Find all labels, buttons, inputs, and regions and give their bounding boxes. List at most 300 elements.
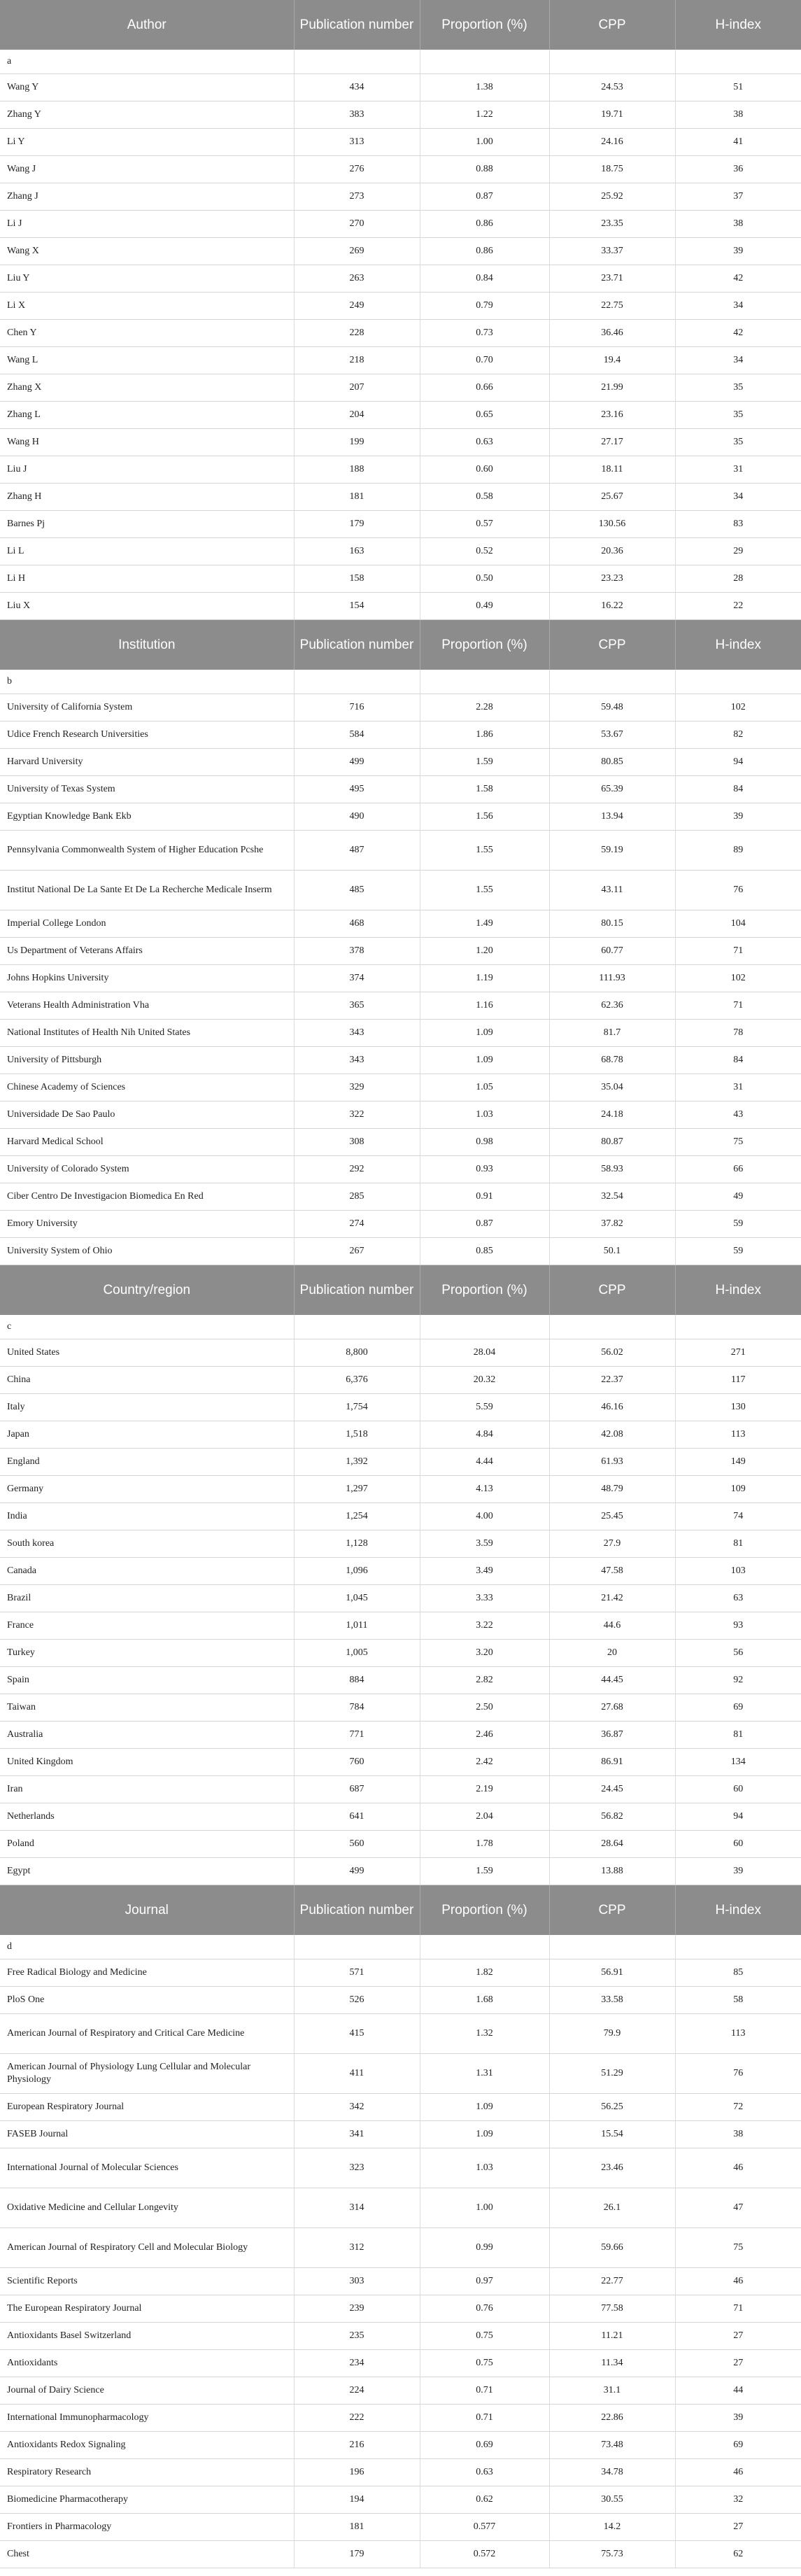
value-cell: 27 <box>675 2350 801 2377</box>
empty-cell <box>294 1935 420 1959</box>
value-cell: 0.577 <box>420 2514 549 2541</box>
value-cell: 20.36 <box>549 538 675 565</box>
value-cell: 11.21 <box>549 2323 675 2350</box>
table-row <box>0 938 801 965</box>
value-cell: 19.4 <box>549 347 675 374</box>
value-cell: 15.54 <box>549 2121 675 2148</box>
row-name-cell: Frontiers in Pharmacology <box>0 2514 294 2541</box>
value-cell: 38 <box>675 211 801 238</box>
value-cell: 18.11 <box>549 456 675 484</box>
value-cell: 113 <box>675 2014 801 2054</box>
value-cell: 0.87 <box>420 183 549 211</box>
value-cell: 343 <box>294 1047 420 1074</box>
value-cell: 1.32 <box>420 2014 549 2054</box>
value-cell: 0.97 <box>420 2268 549 2295</box>
value-cell: 102 <box>675 965 801 992</box>
value-cell: 36.46 <box>549 320 675 347</box>
value-cell: 32 <box>675 2486 801 2514</box>
value-cell: 2.50 <box>420 1694 549 1722</box>
value-cell: 43 <box>675 1102 801 1129</box>
value-cell: 44 <box>675 2377 801 2405</box>
row-name-cell: Spain <box>0 1667 294 1694</box>
row-name-cell: Li Y <box>0 129 294 156</box>
section-label: d <box>0 1935 294 1959</box>
value-cell: 314 <box>294 2188 420 2228</box>
value-cell: 30.55 <box>549 2486 675 2514</box>
empty-cell <box>675 1315 801 1339</box>
value-cell: 378 <box>294 938 420 965</box>
value-cell: 36 <box>675 156 801 183</box>
table-row <box>0 992 801 1020</box>
value-cell: 49 <box>675 1183 801 1211</box>
value-cell: 1.09 <box>420 2121 549 2148</box>
row-name-cell: Zhang L <box>0 402 294 429</box>
value-cell: 59 <box>675 1211 801 1238</box>
table-row <box>0 293 801 320</box>
value-cell: 23.35 <box>549 211 675 238</box>
empty-cell <box>294 670 420 694</box>
table-row <box>0 2432 801 2459</box>
row-name-cell: Scientific Reports <box>0 2268 294 2295</box>
section-header-author <box>0 0 801 50</box>
value-cell: 86.91 <box>549 1749 675 1776</box>
value-cell: 499 <box>294 749 420 776</box>
table-row <box>0 1020 801 1047</box>
table-row <box>0 538 801 565</box>
table-row <box>0 1102 801 1129</box>
value-cell: 641 <box>294 1803 420 1831</box>
value-cell: 0.572 <box>420 2541 549 2568</box>
table-row <box>0 2323 801 2350</box>
value-cell: 0.70 <box>420 347 549 374</box>
value-cell: 111.93 <box>549 965 675 992</box>
value-cell: 1.03 <box>420 1102 549 1129</box>
value-cell: 196 <box>294 2459 420 2486</box>
value-cell: 24.45 <box>549 1776 675 1803</box>
table-row <box>0 183 801 211</box>
value-cell: 38 <box>675 2121 801 2148</box>
value-cell: 1.00 <box>420 129 549 156</box>
table-row <box>0 593 801 620</box>
row-name-cell: University of California System <box>0 694 294 722</box>
value-cell: 1.31 <box>420 2054 549 2094</box>
value-cell: 760 <box>294 1749 420 1776</box>
value-cell: 149 <box>675 1449 801 1476</box>
column-header: CPP <box>549 1265 675 1316</box>
value-cell: 73.48 <box>549 2432 675 2459</box>
table-row <box>0 2148 801 2188</box>
row-name-cell: Free Radical Biology and Medicine <box>0 1959 294 1987</box>
table-row <box>0 402 801 429</box>
value-cell: 0.71 <box>420 2377 549 2405</box>
table-row <box>0 2268 801 2295</box>
row-name-cell: Liu J <box>0 456 294 484</box>
row-name-cell: International Journal of Molecular Sciences <box>0 2148 294 2188</box>
table-row <box>0 2054 801 2094</box>
value-cell: 499 <box>294 1858 420 1885</box>
value-cell: 485 <box>294 871 420 910</box>
value-cell: 35 <box>675 402 801 429</box>
row-name-cell: The European Respiratory Journal <box>0 2295 294 2323</box>
row-name-cell: Pennsylvania Commonwealth System of Higher Education Pcshe <box>0 831 294 871</box>
value-cell: 22.86 <box>549 2405 675 2432</box>
row-name-cell: Wang H <box>0 429 294 456</box>
value-cell: 0.65 <box>420 402 549 429</box>
value-cell: 1.05 <box>420 1074 549 1102</box>
value-cell: 14.2 <box>549 2514 675 2541</box>
section-label-row <box>0 1315 801 1339</box>
value-cell: 65.39 <box>549 776 675 803</box>
value-cell: 0.60 <box>420 456 549 484</box>
row-name-cell: United Kingdom <box>0 1749 294 1776</box>
value-cell: 103 <box>675 1558 801 1585</box>
table-row <box>0 1476 801 1503</box>
value-cell: 27.9 <box>549 1530 675 1558</box>
row-name-cell: University System of Ohio <box>0 1238 294 1265</box>
table-row <box>0 1803 801 1831</box>
row-name-cell: Japan <box>0 1421 294 1449</box>
table-row <box>0 1694 801 1722</box>
value-cell: 22.37 <box>549 1367 675 1394</box>
value-cell: 434 <box>294 74 420 101</box>
row-name-cell: China <box>0 1367 294 1394</box>
value-cell: 163 <box>294 538 420 565</box>
value-cell: 249 <box>294 293 420 320</box>
row-name-cell: American Journal of Physiology Lung Cellular and Molecular Physiology <box>0 2054 294 2094</box>
table-row <box>0 803 801 831</box>
value-cell: 2.04 <box>420 1803 549 1831</box>
value-cell: 1,005 <box>294 1640 420 1667</box>
row-name-cell: Li X <box>0 293 294 320</box>
value-cell: 1,518 <box>294 1421 420 1449</box>
table-row <box>0 910 801 938</box>
value-cell: 25.45 <box>549 1503 675 1530</box>
value-cell: 25.67 <box>549 484 675 511</box>
value-cell: 42 <box>675 265 801 293</box>
row-name-cell: Canada <box>0 1558 294 1585</box>
row-name-cell: Veterans Health Administration Vha <box>0 992 294 1020</box>
value-cell: 134 <box>675 1749 801 1776</box>
value-cell: 34 <box>675 293 801 320</box>
table-row <box>0 1831 801 1858</box>
column-header-author: Author <box>0 0 294 50</box>
value-cell: 1.58 <box>420 776 549 803</box>
value-cell: 2.46 <box>420 1722 549 1749</box>
value-cell: 20.32 <box>420 1367 549 1394</box>
row-name-cell: Chen Y <box>0 320 294 347</box>
value-cell: 1.16 <box>420 992 549 1020</box>
value-cell: 39 <box>675 803 801 831</box>
value-cell: 56 <box>675 1640 801 1667</box>
value-cell: 1,096 <box>294 1558 420 1585</box>
value-cell: 1.86 <box>420 722 549 749</box>
value-cell: 0.75 <box>420 2350 549 2377</box>
value-cell: 181 <box>294 484 420 511</box>
row-name-cell: France <box>0 1612 294 1640</box>
value-cell: 322 <box>294 1102 420 1129</box>
column-header: Publication number <box>294 1265 420 1316</box>
table-row <box>0 1749 801 1776</box>
value-cell: 28.04 <box>420 1339 549 1367</box>
column-header: H-index <box>675 1885 801 1936</box>
value-cell: 47 <box>675 2188 801 2228</box>
table-row <box>0 1530 801 1558</box>
table-row <box>0 1047 801 1074</box>
row-name-cell: Universidade De Sao Paulo <box>0 1102 294 1129</box>
value-cell: 104 <box>675 910 801 938</box>
value-cell: 113 <box>675 1421 801 1449</box>
value-cell: 42 <box>675 320 801 347</box>
value-cell: 18.75 <box>549 156 675 183</box>
value-cell: 26.1 <box>549 2188 675 2228</box>
value-cell: 222 <box>294 2405 420 2432</box>
value-cell: 75 <box>675 2228 801 2268</box>
value-cell: 46 <box>675 2148 801 2188</box>
value-cell: 292 <box>294 1156 420 1183</box>
section-header-institution <box>0 620 801 670</box>
table-row <box>0 1667 801 1694</box>
value-cell: 0.50 <box>420 565 549 593</box>
section-label-row <box>0 50 801 74</box>
value-cell: 22 <box>675 593 801 620</box>
table-row <box>0 1421 801 1449</box>
value-cell: 78 <box>675 1020 801 1047</box>
row-name-cell: Wang J <box>0 156 294 183</box>
value-cell: 1.00 <box>420 2188 549 2228</box>
value-cell: 31 <box>675 1074 801 1102</box>
value-cell: 72 <box>675 2094 801 2121</box>
value-cell: 68.78 <box>549 1047 675 1074</box>
row-name-cell: United States <box>0 1339 294 1367</box>
table-row <box>0 1183 801 1211</box>
value-cell: 35 <box>675 429 801 456</box>
section-label: c <box>0 1315 294 1339</box>
value-cell: 0.76 <box>420 2295 549 2323</box>
value-cell: 526 <box>294 1987 420 2014</box>
value-cell: 1,754 <box>294 1394 420 1421</box>
value-cell: 3.22 <box>420 1612 549 1640</box>
value-cell: 74 <box>675 1503 801 1530</box>
value-cell: 31 <box>675 456 801 484</box>
column-header: Publication number <box>294 620 420 670</box>
value-cell: 24.16 <box>549 129 675 156</box>
value-cell: 71 <box>675 992 801 1020</box>
value-cell: 687 <box>294 1776 420 1803</box>
empty-cell <box>294 50 420 74</box>
value-cell: 69 <box>675 1694 801 1722</box>
row-name-cell: Liu Y <box>0 265 294 293</box>
row-name-cell: South korea <box>0 1530 294 1558</box>
table-row <box>0 484 801 511</box>
table-row <box>0 1156 801 1183</box>
row-name-cell: Chest <box>0 2541 294 2568</box>
value-cell: 84 <box>675 776 801 803</box>
table-row <box>0 1339 801 1367</box>
value-cell: 13.88 <box>549 1858 675 1885</box>
value-cell: 1.55 <box>420 831 549 871</box>
table-row <box>0 565 801 593</box>
table-row <box>0 2405 801 2432</box>
row-name-cell: American Journal of Respiratory Cell and Molecular Biology <box>0 2228 294 2268</box>
value-cell: 218 <box>294 347 420 374</box>
value-cell: 102 <box>675 694 801 722</box>
value-cell: 59.66 <box>549 2228 675 2268</box>
row-name-cell: Barnes Pj <box>0 511 294 538</box>
column-header: H-index <box>675 0 801 50</box>
column-header: Proportion (%) <box>420 1265 549 1316</box>
table-row <box>0 2295 801 2323</box>
row-name-cell: Johns Hopkins University <box>0 965 294 992</box>
value-cell: 89 <box>675 831 801 871</box>
value-cell: 59.48 <box>549 694 675 722</box>
value-cell: 34 <box>675 484 801 511</box>
value-cell: 179 <box>294 2541 420 2568</box>
row-name-cell: University of Texas System <box>0 776 294 803</box>
row-name-cell: Liu X <box>0 593 294 620</box>
row-name-cell: Li H <box>0 565 294 593</box>
value-cell: 58 <box>675 1987 801 2014</box>
section-label-row <box>0 670 801 694</box>
value-cell: 16.22 <box>549 593 675 620</box>
value-cell: 56.02 <box>549 1339 675 1367</box>
value-cell: 21.99 <box>549 374 675 402</box>
value-cell: 415 <box>294 2014 420 2054</box>
value-cell: 60.77 <box>549 938 675 965</box>
value-cell: 468 <box>294 910 420 938</box>
table-row <box>0 1612 801 1640</box>
value-cell: 81 <box>675 1722 801 1749</box>
value-cell: 39 <box>675 1858 801 1885</box>
value-cell: 1,011 <box>294 1612 420 1640</box>
table-row <box>0 722 801 749</box>
value-cell: 181 <box>294 2514 420 2541</box>
value-cell: 60 <box>675 1776 801 1803</box>
table-row <box>0 1558 801 1585</box>
value-cell: 274 <box>294 1211 420 1238</box>
value-cell: 81 <box>675 1530 801 1558</box>
value-cell: 36.87 <box>549 1722 675 1749</box>
value-cell: 0.91 <box>420 1183 549 1211</box>
column-header: H-index <box>675 1265 801 1316</box>
value-cell: 59 <box>675 1238 801 1265</box>
value-cell: 1.20 <box>420 938 549 965</box>
value-cell: 92 <box>675 1667 801 1694</box>
value-cell: 23.23 <box>549 565 675 593</box>
row-name-cell: Netherlands <box>0 1803 294 1831</box>
value-cell: 0.49 <box>420 593 549 620</box>
value-cell: 71 <box>675 2295 801 2323</box>
table-row <box>0 74 801 101</box>
value-cell: 4.84 <box>420 1421 549 1449</box>
table-row <box>0 965 801 992</box>
value-cell: 0.69 <box>420 2432 549 2459</box>
value-cell: 109 <box>675 1476 801 1503</box>
value-cell: 81.7 <box>549 1020 675 1047</box>
value-cell: 61.93 <box>549 1449 675 1476</box>
value-cell: 2.19 <box>420 1776 549 1803</box>
value-cell: 1.82 <box>420 1959 549 1987</box>
value-cell: 1.22 <box>420 101 549 129</box>
empty-cell <box>420 670 549 694</box>
value-cell: 13.94 <box>549 803 675 831</box>
table-row <box>0 2228 801 2268</box>
table-row <box>0 1074 801 1102</box>
value-cell: 66 <box>675 1156 801 1183</box>
value-cell: 80.15 <box>549 910 675 938</box>
empty-cell <box>549 50 675 74</box>
empty-cell <box>294 1315 420 1339</box>
empty-cell <box>549 1935 675 1959</box>
value-cell: 771 <box>294 1722 420 1749</box>
row-name-cell: Australia <box>0 1722 294 1749</box>
value-cell: 0.84 <box>420 265 549 293</box>
row-name-cell: Us Department of Veterans Affairs <box>0 938 294 965</box>
value-cell: 75 <box>675 1129 801 1156</box>
column-header: CPP <box>549 1885 675 1936</box>
column-header: Proportion (%) <box>420 1885 549 1936</box>
value-cell: 239 <box>294 2295 420 2323</box>
row-name-cell: Ciber Centro De Investigacion Biomedica En Red <box>0 1183 294 1211</box>
row-name-cell: Wang L <box>0 347 294 374</box>
row-name-cell: Zhang X <box>0 374 294 402</box>
value-cell: 884 <box>294 1667 420 1694</box>
value-cell: 323 <box>294 2148 420 2188</box>
column-header: H-index <box>675 620 801 670</box>
value-cell: 62.36 <box>549 992 675 1020</box>
row-name-cell: Imperial College London <box>0 910 294 938</box>
value-cell: 82 <box>675 722 801 749</box>
value-cell: 1.09 <box>420 2094 549 2121</box>
value-cell: 5.59 <box>420 1394 549 1421</box>
value-cell: 69 <box>675 2432 801 2459</box>
column-header: Publication number <box>294 1885 420 1936</box>
value-cell: 4.00 <box>420 1503 549 1530</box>
value-cell: 34.78 <box>549 2459 675 2486</box>
row-name-cell: Wang X <box>0 238 294 265</box>
value-cell: 79.9 <box>549 2014 675 2054</box>
row-name-cell: Taiwan <box>0 1694 294 1722</box>
value-cell: 374 <box>294 965 420 992</box>
value-cell: 188 <box>294 456 420 484</box>
value-cell: 154 <box>294 593 420 620</box>
value-cell: 263 <box>294 265 420 293</box>
value-cell: 44.45 <box>549 1667 675 1694</box>
value-cell: 29 <box>675 538 801 565</box>
value-cell: 22.77 <box>549 2268 675 2295</box>
value-cell: 276 <box>294 156 420 183</box>
row-name-cell: Egypt <box>0 1858 294 1885</box>
row-name-cell: Udice French Research Universities <box>0 722 294 749</box>
table-row <box>0 694 801 722</box>
value-cell: 329 <box>294 1074 420 1102</box>
value-cell: 28 <box>675 565 801 593</box>
table-row <box>0 429 801 456</box>
row-name-cell: Antioxidants Basel Switzerland <box>0 2323 294 2350</box>
row-name-cell: Egyptian Knowledge Bank Ekb <box>0 803 294 831</box>
value-cell: 1.59 <box>420 1858 549 1885</box>
value-cell: 1.49 <box>420 910 549 938</box>
row-name-cell: Biomedicine Pharmacotherapy <box>0 2486 294 2514</box>
value-cell: 0.79 <box>420 293 549 320</box>
section-header-country <box>0 1265 801 1316</box>
value-cell: 117 <box>675 1367 801 1394</box>
value-cell: 34 <box>675 347 801 374</box>
table-row <box>0 749 801 776</box>
value-cell: 46 <box>675 2268 801 2295</box>
value-cell: 76 <box>675 871 801 910</box>
row-name-cell: Brazil <box>0 1585 294 1612</box>
section-label-row <box>0 1935 801 1959</box>
